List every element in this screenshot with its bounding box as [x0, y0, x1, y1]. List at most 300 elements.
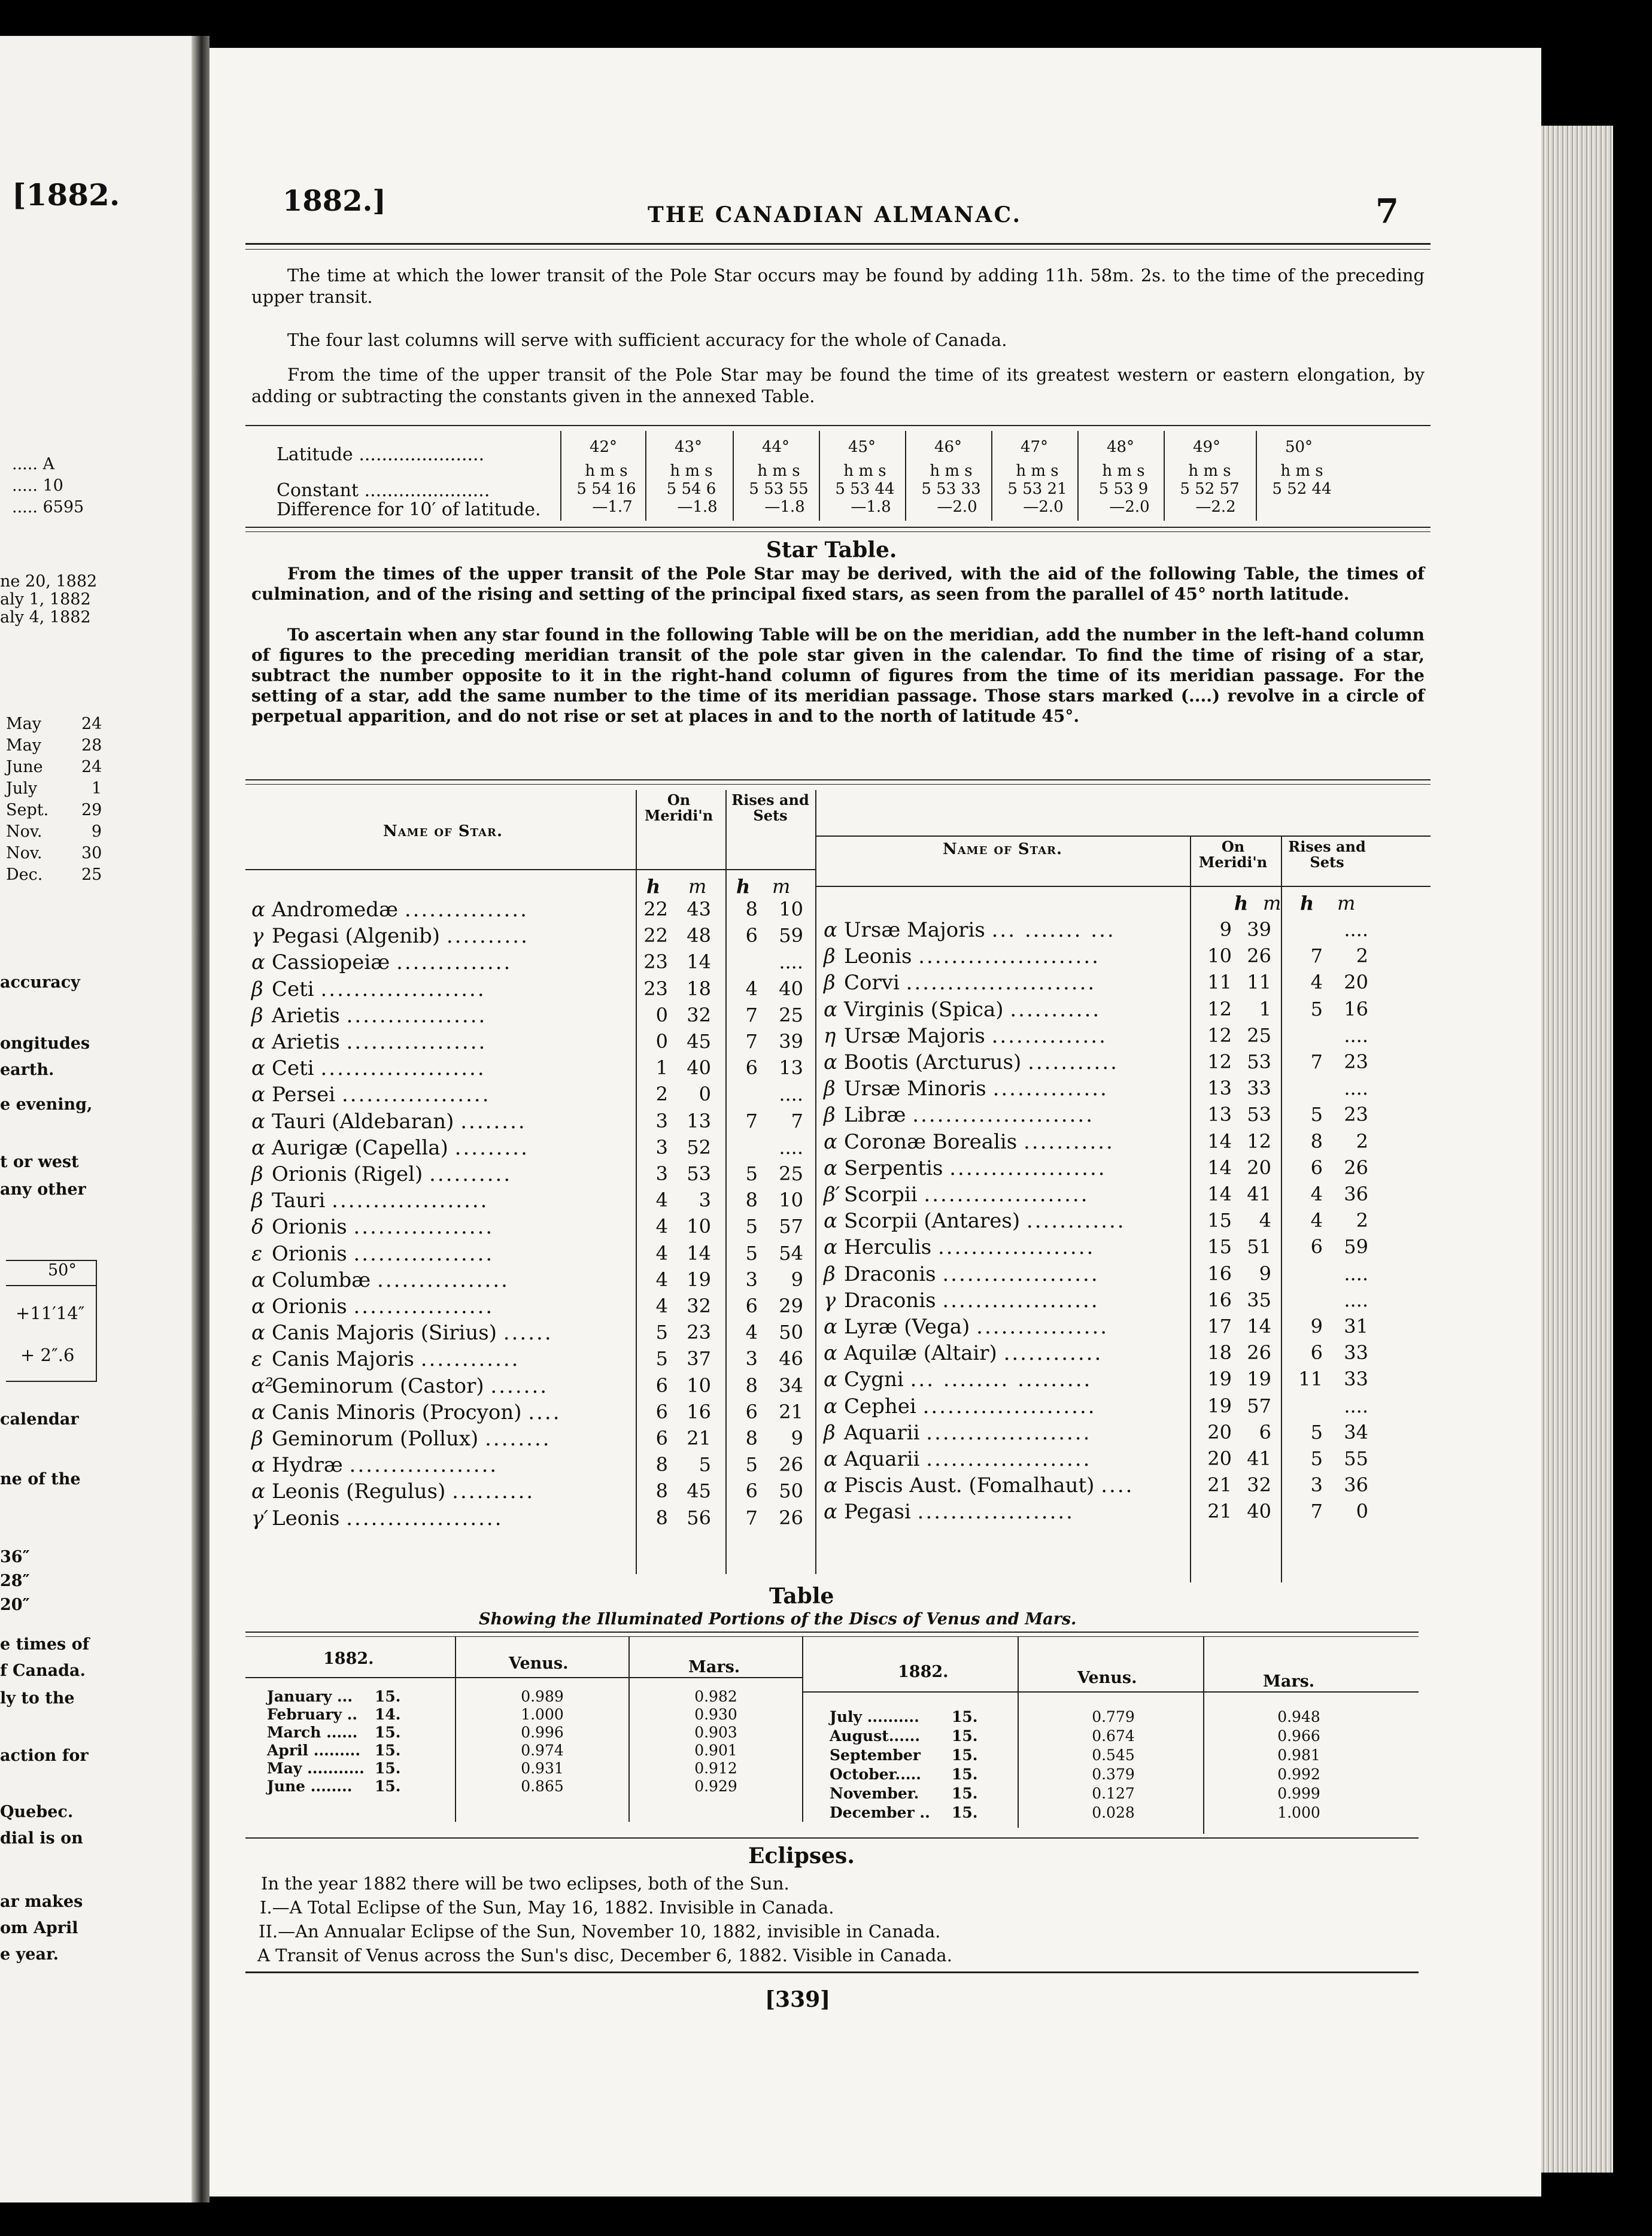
- book-gutter: [192, 36, 209, 2202]
- vm-venus-value: 0.379: [1092, 1766, 1135, 1783]
- meridian-hours: 22: [643, 898, 668, 920]
- star-label: Leonis (Regulus): [272, 1479, 453, 1504]
- lat-units: h m s: [930, 462, 973, 480]
- vm-venus-value: 0.127: [1092, 1785, 1135, 1802]
- vm-venus-right: Venus.: [1077, 1669, 1137, 1687]
- star-greek-letter: α: [824, 997, 837, 1022]
- star-table-paragraph-1: From the times of the upper transit of the Pole Star may be derived, with the aid of the following Table, the times of culmination, and of the rising and setting of the principal fixed stars, as seen from the parallel of 45° north latitude.: [251, 564, 1425, 604]
- star-greek-letter: β: [251, 1189, 263, 1213]
- lat-table-bottom-rule-thin: [245, 531, 1431, 532]
- left-month-name: Nov.: [6, 844, 42, 862]
- star-greek-letter: α: [251, 1109, 265, 1134]
- star-name: [824, 1421, 1091, 1445]
- vm-subtitle: Showing the Illuminated Portions of the Discs of Venus and Mars.: [479, 1610, 1077, 1629]
- meridian-hours: 17: [1207, 1315, 1232, 1338]
- star-name: [251, 1374, 548, 1398]
- left-date: ne 20, 1882: [0, 572, 98, 591]
- meridian-hours: 20: [1207, 1447, 1232, 1470]
- right-top-rule: [816, 836, 1431, 837]
- rises-hours: 4: [1310, 1183, 1323, 1205]
- meridian-minutes: 10: [687, 1374, 711, 1397]
- vm-month: January ...: [267, 1688, 353, 1705]
- star-name: [251, 898, 529, 922]
- star-label: Corvi: [844, 971, 906, 995]
- lat-difference: —1.8: [764, 498, 805, 516]
- vrule-1: [636, 790, 637, 1574]
- lat-constant: 5 52 57: [1180, 480, 1240, 498]
- star-greek-letter: α: [824, 1315, 837, 1339]
- left-fragment: action for: [0, 1746, 89, 1765]
- star-greek-letter: γ: [251, 924, 264, 949]
- left-month-day: 1: [91, 779, 102, 798]
- star-greek-letter: γ: [824, 1288, 836, 1313]
- star-name: [251, 1030, 487, 1054]
- rises-hours: 5: [1310, 1103, 1323, 1126]
- star-label: Bootis (Arcturus): [844, 1050, 1028, 1074]
- star-greek-letter: α: [824, 1341, 837, 1366]
- vm-venus-value: 0.028: [1092, 1804, 1135, 1821]
- lat-vrule: [819, 431, 820, 521]
- star-table-top-rule-thin: [245, 784, 1431, 785]
- rises-minutes: ....: [779, 1083, 803, 1106]
- star-label: Aquarii: [844, 1447, 927, 1471]
- star-leader-dots: ....................: [926, 1420, 1092, 1445]
- meridian-hours: 6: [655, 1400, 668, 1423]
- meridian-minutes: 19: [1247, 1368, 1271, 1391]
- vm-mars-value: 0.912: [694, 1760, 737, 1777]
- meridian-minutes: 6: [1259, 1420, 1271, 1444]
- star-label: Orionis (Rigel): [272, 1162, 430, 1186]
- left-fragment: om April: [0, 1919, 78, 1937]
- star-name: [824, 1341, 1103, 1365]
- star-leader-dots: ...................: [949, 1156, 1107, 1180]
- star-greek-letter: α: [251, 1453, 265, 1478]
- rises-hours: 5: [1310, 1447, 1323, 1470]
- rises-minutes: ....: [1344, 918, 1368, 941]
- left-fragment: e times of: [0, 1635, 90, 1654]
- lat-degree: 50°: [1284, 438, 1313, 456]
- meridian-hours: 9: [1219, 918, 1232, 941]
- star-name: [251, 1004, 487, 1028]
- rises-minutes: ....: [1344, 1077, 1368, 1100]
- rises-hours: 5: [745, 1162, 758, 1185]
- rises-hours: 7: [1310, 1050, 1323, 1073]
- vm-month: November.: [830, 1785, 919, 1802]
- star-greek-letter: β: [251, 1427, 263, 1451]
- meridian-hours: 8: [655, 1506, 668, 1529]
- meridian-hours: 6: [655, 1374, 668, 1397]
- star-leader-dots: ...................: [942, 1262, 1100, 1286]
- star-leader-dots: ........: [485, 1427, 551, 1451]
- rises-hours: 7: [1310, 1500, 1323, 1523]
- meridian-minutes: 18: [687, 977, 711, 1000]
- star-name: [824, 1235, 1095, 1259]
- rises-hours: 4: [745, 977, 758, 1000]
- star-label: Tauri (Aldebaran): [272, 1109, 461, 1134]
- star-name: [824, 1103, 1094, 1127]
- star-name: [251, 1506, 503, 1530]
- star-leader-dots: ....................: [924, 1183, 1089, 1207]
- star-table-top-rule: [245, 779, 1431, 780]
- rises-hours: 8: [1310, 1129, 1323, 1153]
- left-month-day: 25: [81, 865, 102, 884]
- rises-minutes: 34: [1344, 1420, 1368, 1444]
- meridian-minutes: 9: [1259, 1262, 1271, 1285]
- lat-units: h m s: [843, 462, 886, 480]
- rises-minutes: 50: [779, 1321, 803, 1344]
- star-leader-dots: ......................: [912, 1103, 1095, 1128]
- vm-day: 15.: [952, 1804, 978, 1821]
- meridian-hours: 14: [1207, 1129, 1232, 1153]
- star-greek-letter: β: [251, 977, 263, 1001]
- left-month-day: 9: [91, 822, 102, 841]
- lat-constant: 5 53 9: [1098, 480, 1149, 498]
- star-leader-dots: ..........: [446, 924, 529, 949]
- page-year: 1882.]: [283, 184, 387, 218]
- meridian-minutes: 10: [687, 1215, 711, 1238]
- lat-units: h m s: [1280, 462, 1323, 480]
- unit-h-right-mer: h: [1234, 892, 1249, 915]
- rises-minutes: 23: [1344, 1050, 1368, 1073]
- meridian-hours: 1: [655, 1056, 668, 1080]
- rises-hours: 8: [745, 1189, 758, 1212]
- star-name-header-left: Name of Star.: [382, 822, 503, 840]
- star-greek-letter: α: [824, 1447, 837, 1471]
- left-date: aly 1, 1882: [0, 590, 91, 609]
- left-month-name: July: [6, 779, 38, 798]
- star-greek-letter: α: [824, 918, 837, 942]
- rises-minutes: 7: [791, 1109, 803, 1132]
- star-name: [824, 944, 1100, 968]
- left-page-fragment: [0, 36, 192, 2202]
- rises-minutes: 20: [1344, 971, 1368, 994]
- meridian-hours: 16: [1207, 1288, 1232, 1311]
- star-leader-dots: .....................: [922, 1394, 1097, 1418]
- meridian-hours: 4: [655, 1215, 668, 1238]
- left-month-day: 29: [81, 801, 102, 819]
- meridian-hours: 3: [655, 1135, 668, 1159]
- rises-minutes: 9: [791, 1427, 803, 1450]
- meridian-minutes: 11: [1247, 971, 1271, 994]
- vm-header-rule-left: [245, 1677, 802, 1678]
- page-title: THE CANADIAN ALMANAC.: [648, 202, 1022, 227]
- lat-difference: —2.0: [937, 498, 977, 516]
- star-name: [824, 971, 1096, 995]
- vm-venus-value: 0.931: [521, 1760, 564, 1777]
- star-label: Hydræ: [272, 1453, 350, 1478]
- lat-row-constant: Constant ......................: [277, 480, 490, 501]
- meridian-minutes: 25: [1247, 1023, 1271, 1047]
- star-greek-letter: α: [824, 1368, 837, 1392]
- meridian-hours: 14: [1207, 1183, 1232, 1205]
- star-leader-dots: .................: [353, 1215, 494, 1239]
- star-name: [824, 998, 1101, 1022]
- meridian-minutes: 16: [687, 1400, 711, 1423]
- rises-minutes: ....: [779, 1135, 803, 1159]
- star-leader-dots: ..............: [992, 1077, 1109, 1101]
- star-name: [824, 1262, 1100, 1286]
- left-fragment: t or west: [0, 1153, 79, 1171]
- star-name: [251, 1400, 561, 1424]
- rises-minutes: 59: [779, 924, 803, 947]
- meridian-minutes: 32: [687, 1003, 711, 1026]
- lat-units: h m s: [757, 462, 800, 480]
- star-greek-letter: α: [251, 1268, 265, 1292]
- star-greek-letter: α: [824, 1050, 837, 1074]
- left-fragment: 36″: [0, 1548, 30, 1566]
- left-fragment: Quebec.: [0, 1803, 74, 1821]
- star-name: [251, 1136, 529, 1160]
- star-greek-letter: α: [824, 1474, 837, 1498]
- star-leader-dots: .......................: [906, 971, 1097, 995]
- star-greek-letter: α: [824, 1235, 837, 1260]
- meridian-minutes: 32: [1247, 1474, 1271, 1497]
- meridian-minutes: 1: [1259, 997, 1271, 1020]
- meridian-minutes: 5: [699, 1453, 711, 1477]
- star-label: Leonis: [844, 944, 919, 969]
- star-greek-letter: ε: [251, 1347, 263, 1372]
- meridian-minutes: 14: [687, 950, 711, 974]
- star-label: Ursæ Minoris: [844, 1077, 993, 1101]
- meridian-header-right: On Meridi'n: [1198, 838, 1268, 871]
- star-leader-dots: ............: [1003, 1341, 1103, 1366]
- meridian-minutes: 32: [687, 1295, 711, 1317]
- rises-hours: 6: [1310, 1235, 1323, 1259]
- star-leader-dots: ...................: [917, 1500, 1074, 1524]
- lat-difference: —2.0: [1023, 498, 1064, 516]
- left-month-day: 28: [81, 736, 102, 755]
- rises-hours: 6: [745, 924, 758, 947]
- vm-day: 15.: [375, 1778, 401, 1795]
- meridian-hours: 8: [655, 1479, 668, 1503]
- left-month-name: Dec.: [6, 865, 43, 884]
- star-leader-dots: .................: [346, 1030, 487, 1054]
- star-name-header-right: Name of Star.: [942, 840, 1063, 858]
- meridian-hours: 12: [1207, 1050, 1232, 1073]
- meridian-hours: 13: [1207, 1077, 1232, 1100]
- star-label: Andromedæ: [272, 898, 405, 922]
- vm-month: December ..: [830, 1804, 930, 1821]
- lat-degree: 45°: [848, 438, 876, 456]
- star-name: [251, 1268, 509, 1292]
- eclipses-title: Eclipses.: [748, 1843, 855, 1869]
- vm-mars-value: 0.992: [1277, 1766, 1320, 1783]
- rises-header-right: Rises and Sets: [1288, 838, 1366, 871]
- rises-hours: 6: [745, 1056, 758, 1080]
- rises-hours: 5: [745, 1241, 758, 1265]
- vm-venus-value: 0.974: [521, 1742, 564, 1759]
- header-rule-thin: [245, 249, 1431, 250]
- star-greek-letter: γ′: [251, 1506, 269, 1530]
- star-label: Canis Majoris: [272, 1347, 421, 1372]
- left-top-item: ..... A: [12, 455, 54, 473]
- meridian-hours: 5: [655, 1321, 668, 1344]
- lat-vrule: [560, 431, 561, 521]
- star-name: [824, 1183, 1089, 1207]
- rises-minutes: 54: [779, 1241, 803, 1265]
- vm-day: 15.: [375, 1724, 401, 1741]
- star-greek-letter: α: [824, 1394, 837, 1418]
- meridian-minutes: 3: [699, 1189, 711, 1212]
- star-greek-letter: α: [824, 1129, 837, 1154]
- left-top-item: ..... 10: [12, 476, 63, 495]
- star-name: [251, 1321, 553, 1345]
- star-leader-dots: .......: [490, 1374, 549, 1398]
- lat-units: h m s: [1188, 462, 1231, 480]
- star-name: [824, 1368, 1092, 1392]
- vm-mars-right: Mars.: [1263, 1672, 1315, 1691]
- star-name: [824, 1130, 1115, 1154]
- star-name: [251, 950, 512, 974]
- unit-m-left-mer: m: [688, 875, 707, 898]
- star-leader-dots: ...................: [332, 1189, 489, 1213]
- star-leader-dots: ..................: [341, 1083, 491, 1107]
- rises-hours: 5: [745, 1453, 758, 1477]
- meridian-hours: 19: [1207, 1368, 1232, 1391]
- vm-month: April .........: [267, 1742, 361, 1759]
- meridian-hours: 18: [1207, 1341, 1232, 1365]
- meridian-hours: 6: [655, 1427, 668, 1450]
- vm-month: July ..........: [830, 1708, 919, 1725]
- star-table-paragraph-2: To ascertain when any star found in the following Table will be on the meridian, add the number in the left-hand column of figures to the preceding meridian transit of the pole star given in the calendar. To find the time of rising of a star, subtract the number opposite to it in the right-hand column of figures from the time of its meridian passage. For the setting of a star, add the same number to the time of its meridian passage. Those stars marked (....) revolve in a circle of perpetual apparition, and do not rise or set at places in and to the north of latitude 45°.: [251, 625, 1425, 726]
- star-leader-dots: ... ....... ...: [991, 918, 1116, 942]
- star-greek-letter: η: [824, 1023, 836, 1048]
- star-label: Aquarii: [844, 1420, 927, 1445]
- eclipse-line-4: A Transit of Venus across the Sun's disc, December 6, 1882. Visible in Canada.: [257, 1945, 952, 1965]
- star-leader-dots: ..........: [429, 1162, 512, 1186]
- left-fragment: ly to the: [0, 1689, 75, 1708]
- star-label: Canis Majoris (Sirius): [272, 1321, 503, 1345]
- star-name: [824, 1156, 1107, 1180]
- star-name: [824, 1474, 1134, 1497]
- vrule-2: [725, 790, 727, 1574]
- star-label: Ursæ Majoris: [844, 1023, 992, 1048]
- lat-difference: —2.2: [1195, 498, 1236, 516]
- vm-month: March ......: [267, 1724, 358, 1741]
- meridian-hours: 2: [655, 1083, 668, 1106]
- vm-vrule-2: [628, 1636, 630, 1822]
- meridian-minutes: 40: [1247, 1500, 1271, 1523]
- star-label: Tauri: [272, 1189, 332, 1213]
- star-label: Cassiopeiæ: [272, 950, 397, 975]
- star-name: [251, 1110, 527, 1134]
- star-leader-dots: ......................: [918, 944, 1100, 969]
- lat-difference: —1.7: [592, 498, 633, 516]
- meridian-hours: 10: [1207, 944, 1232, 968]
- star-name: [251, 1295, 494, 1318]
- lat-degree: 43°: [674, 438, 703, 456]
- meridian-minutes: 51: [1247, 1235, 1271, 1259]
- intro-paragraph-1: The time at which the lower transit of the Pole Star occurs may be found by adding 11h. 58m. 2s. to the time of the preceding upper transit.: [251, 265, 1425, 307]
- meridian-minutes: 39: [1247, 918, 1271, 941]
- star-name: [251, 1479, 535, 1503]
- meridian-hours: 4: [655, 1241, 668, 1265]
- left-month-day: 30: [81, 844, 102, 862]
- rises-minutes: ....: [1344, 1394, 1368, 1417]
- left-date: aly 4, 1882: [0, 608, 91, 627]
- rises-minutes: 40: [779, 977, 803, 1000]
- star-greek-letter: α: [251, 1479, 265, 1504]
- star-label: Leonis: [272, 1506, 347, 1530]
- star-leader-dots: .................: [353, 1241, 494, 1266]
- lat-row-latitude: Latitude ......................: [277, 444, 485, 465]
- rises-minutes: 34: [779, 1374, 803, 1397]
- left-month-day: 24: [81, 758, 102, 776]
- lat-constant: 5 53 33: [921, 480, 981, 498]
- rises-hours: 4: [745, 1321, 758, 1344]
- meridian-hours: 5: [655, 1347, 668, 1371]
- vm-venus-left: Venus.: [509, 1654, 569, 1673]
- star-leader-dots: ...........: [1028, 1050, 1119, 1074]
- star-label: Ursæ Majoris: [844, 918, 992, 942]
- vm-top-rule-thin: [245, 1636, 1419, 1637]
- star-name: [824, 1209, 1126, 1233]
- rises-minutes: 33: [1344, 1341, 1368, 1365]
- meridian-minutes: 41: [1247, 1447, 1271, 1470]
- star-leader-dots: ...............: [404, 898, 529, 922]
- star-table-title: Star Table.: [766, 537, 897, 563]
- left-fragment: 28″: [0, 1572, 30, 1590]
- rises-minutes: 21: [779, 1400, 803, 1423]
- star-leader-dots: .................: [353, 1295, 494, 1318]
- star-name: [251, 977, 486, 1001]
- meridian-hours: 13: [1207, 1103, 1232, 1126]
- star-label: Serpentis: [844, 1156, 950, 1180]
- star-name: [251, 1453, 498, 1477]
- rises-hours: 4: [1310, 1209, 1323, 1232]
- vm-top-rule: [245, 1632, 1419, 1633]
- meridian-hours: 21: [1207, 1474, 1232, 1497]
- star-greek-letter: β: [824, 971, 836, 995]
- rises-hours: 11: [1298, 1368, 1323, 1391]
- rises-hours: 5: [745, 1215, 758, 1238]
- rises-minutes: ....: [1344, 1288, 1368, 1311]
- left-fragment: e evening,: [0, 1095, 93, 1114]
- vm-mars-value: 0.948: [1277, 1708, 1320, 1725]
- vm-venus-value: 0.674: [1092, 1727, 1135, 1745]
- unit-h-left-mer: h: [646, 875, 661, 898]
- star-greek-letter: β: [824, 1103, 836, 1128]
- star-greek-letter: β: [824, 1262, 836, 1286]
- star-label: Cygni: [844, 1368, 910, 1392]
- vm-mars-value: 0.901: [694, 1742, 737, 1759]
- star-leader-dots: ... ........ .........: [910, 1368, 1092, 1392]
- left-fragment: ar makes: [0, 1892, 83, 1911]
- star-leader-dots: ....: [1101, 1474, 1134, 1498]
- vrule-4: [1190, 837, 1191, 1582]
- lat-units: h m s: [670, 462, 713, 480]
- left-month-name: May: [6, 736, 41, 755]
- vm-vrule-4: [1018, 1636, 1019, 1828]
- rises-hours: 6: [745, 1295, 758, 1317]
- vm-mars-value: 0.929: [694, 1778, 737, 1795]
- star-greek-letter: β′: [824, 1183, 840, 1207]
- meridian-minutes: 53: [687, 1162, 711, 1185]
- vm-month: August......: [830, 1727, 921, 1745]
- star-name: [251, 1427, 551, 1451]
- meridian-hours: 12: [1207, 997, 1232, 1020]
- meridian-minutes: 43: [687, 898, 711, 920]
- meridian-hours: 15: [1207, 1235, 1232, 1259]
- lat-vrule: [1164, 431, 1165, 521]
- meridian-minutes: 45: [687, 1030, 711, 1053]
- meridian-hours: 4: [655, 1189, 668, 1212]
- vm-month: September: [830, 1746, 921, 1764]
- lat-degree: 44°: [761, 438, 790, 456]
- meridian-hours: 23: [643, 977, 668, 1000]
- rises-minutes: 13: [779, 1056, 803, 1080]
- vm-bottom-rule: [245, 1837, 1419, 1839]
